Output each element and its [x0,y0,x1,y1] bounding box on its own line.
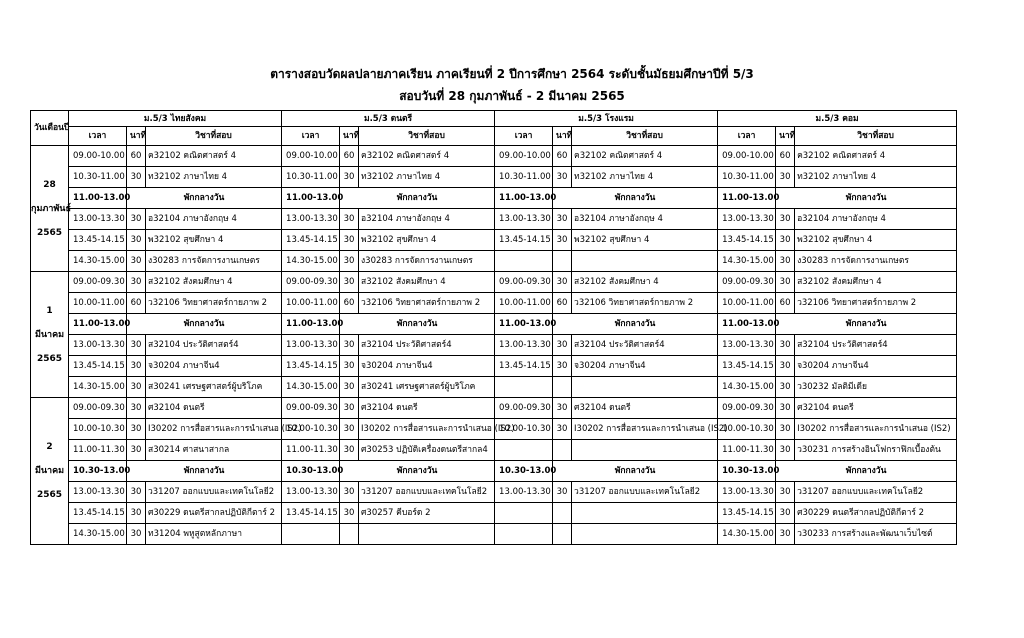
time-cell: 10.00-11.00 [718,293,776,314]
minutes-cell: 30 [127,440,146,461]
break-label-cell: พักกลางวัน [553,188,718,209]
subject-cell [572,377,718,398]
minutes-cell: 30 [127,230,146,251]
subject-cell: อ32104 ภาษาอังกฤษ 4 [359,209,495,230]
time-cell: 13.00-13.30 [718,209,776,230]
subject-cell: จ30204 ภาษาจีน4 [359,356,495,377]
time-cell: 09.00-09.30 [282,398,340,419]
time-cell: 13.45-14.15 [718,230,776,251]
time-cell: 13.00-13.30 [69,335,127,356]
time-column-header: เวลา [718,127,776,146]
minutes-cell: 30 [340,377,359,398]
exam-row [31,398,957,419]
exam-row [31,251,957,272]
minutes-cell [553,440,572,461]
subject-cell [572,251,718,272]
minutes-cell: 30 [127,251,146,272]
time-cell: 14.30-15.00 [282,251,340,272]
time-cell: 10.30-11.00 [69,167,127,188]
time-cell: 14.30-15.00 [718,377,776,398]
date-column-header: วันเดือนปี [31,111,69,146]
time-cell: 13.00-13.30 [69,209,127,230]
exam-date-part: 1 [46,305,53,316]
subject-column-header: วิชาที่สอบ [359,127,495,146]
exam-date-part: 2565 [36,490,63,500]
time-cell: 09.00-09.30 [495,398,553,419]
time-column-header: เวลา [69,127,127,146]
exam-row [31,167,957,188]
exam-date-part: กุมภาพันธ์ [31,203,71,214]
minutes-cell: 30 [553,356,572,377]
minutes-column-header: นาที [127,127,146,146]
break-label-cell: พักกลางวัน [553,314,718,335]
subject-cell: ว30232 มัลติมีเดีย [795,377,957,398]
subject-cell [359,524,495,545]
minutes-cell: 30 [776,482,795,503]
minutes-cell: 30 [340,230,359,251]
time-cell: 09.00-10.00 [69,146,127,167]
subject-cell: พ32102 สุขศึกษา 4 [572,230,718,251]
subject-cell: I30202 การสื่อสารและการนำเสนอ (IS2) [572,419,718,440]
subject-cell: จ30204 ภาษาจีน4 [572,356,718,377]
minutes-cell: 30 [340,272,359,293]
subject-cell: ส30214 ศาสนาสากล [146,440,282,461]
exam-date-cell [31,398,69,545]
time-cell: 11.00-11.30 [69,440,127,461]
minutes-cell: 60 [340,146,359,167]
subject-cell: จ30204 ภาษาจีน4 [146,356,282,377]
minutes-cell: 30 [340,482,359,503]
time-cell [495,251,553,272]
subject-cell: ว31207 ออกแบบและเทคโนโลยี2 [572,482,718,503]
time-cell: 13.00-13.30 [495,482,553,503]
header-row-columns [31,127,957,146]
minutes-cell: 30 [340,419,359,440]
minutes-column-header: นาที [553,127,572,146]
minutes-cell: 30 [553,230,572,251]
subject-cell: ว32106 วิทยาศาสตร์กายภาพ 2 [572,293,718,314]
exam-date-cell [31,272,69,398]
subject-cell: ศ30229 ดนตรีสากลปฏิบัติกีตาร์ 2 [146,503,282,524]
minutes-cell: 30 [127,503,146,524]
exam-date-cell [31,146,69,272]
subject-cell: I30202 การสื่อสารและการนำเสนอ (IS2) [146,419,282,440]
break-time-cell: 10.30-13.00 [282,461,340,482]
subject-cell: ส32104 ประวัติศาสตร์4 [146,335,282,356]
minutes-cell: 30 [776,440,795,461]
exam-row [31,230,957,251]
time-cell: 10.30-11.00 [282,167,340,188]
minutes-cell: 30 [776,377,795,398]
time-cell: 13.00-13.30 [69,482,127,503]
time-cell: 10.00-11.00 [495,293,553,314]
minutes-cell [340,524,359,545]
time-cell: 10.30-11.00 [495,167,553,188]
time-cell: 09.00-09.30 [69,398,127,419]
subject-cell: ค32102 คณิตศาสตร์ 4 [572,146,718,167]
time-cell: 13.45-14.15 [69,503,127,524]
time-cell: 13.45-14.15 [495,356,553,377]
subject-cell: ค32102 คณิตศาสตร์ 4 [146,146,282,167]
minutes-cell: 30 [127,419,146,440]
class-group-header: ม.5/3 คอม [718,111,957,127]
time-cell [495,524,553,545]
time-cell: 11.00-11.30 [718,440,776,461]
time-cell: 13.45-14.15 [69,230,127,251]
time-cell: 13.45-14.15 [282,356,340,377]
minutes-cell: 30 [127,335,146,356]
exam-date-part: 2565 [36,227,63,238]
page-subtitle: สอบวันที่ 28 กุมภาพันธ์ - 2 มีนาคม 2565 [399,89,625,103]
subject-cell: ส32104 ประวัติศาสตร์4 [572,335,718,356]
subject-cell: ว31207 ออกแบบและเทคโนโลยี2 [146,482,282,503]
subject-cell [572,524,718,545]
time-cell: 13.45-14.15 [718,356,776,377]
subject-cell: ว32106 วิทยาศาสตร์กายภาพ 2 [146,293,282,314]
subject-cell: ส32104 ประวัติศาสตร์4 [359,335,495,356]
break-label-cell: พักกลางวัน [340,461,495,482]
minutes-cell: 30 [127,209,146,230]
time-cell: 14.30-15.00 [69,524,127,545]
time-cell: 14.30-15.00 [69,377,127,398]
exam-row [31,356,957,377]
time-cell: 09.00-10.00 [495,146,553,167]
time-cell: 13.00-13.30 [718,335,776,356]
subject-cell: ส32104 ประวัติศาสตร์4 [795,335,957,356]
minutes-cell: 30 [340,251,359,272]
subject-cell: ส32102 สังคมศึกษา 4 [146,272,282,293]
time-cell: 13.45-14.15 [282,503,340,524]
minutes-cell: 30 [340,440,359,461]
subject-column-header: วิชาที่สอบ [572,127,718,146]
minutes-cell: 30 [340,209,359,230]
time-cell: 10.00-10.30 [282,419,340,440]
minutes-cell [553,377,572,398]
break-label-cell: พักกลางวัน [340,314,495,335]
minutes-cell: 30 [127,398,146,419]
exam-row [31,419,957,440]
subject-cell: ส32102 สังคมศึกษา 4 [572,272,718,293]
minutes-cell [553,251,572,272]
minutes-cell: 30 [776,524,795,545]
time-cell: 13.00-13.30 [718,482,776,503]
minutes-cell: 30 [553,209,572,230]
subject-cell: ส32102 สังคมศึกษา 4 [795,272,957,293]
subject-column-header: วิชาที่สอบ [795,127,957,146]
time-column-header: เวลา [495,127,553,146]
time-cell: 13.45-14.15 [718,503,776,524]
minutes-cell: 30 [127,356,146,377]
break-time-cell: 10.30-13.00 [495,461,553,482]
subject-cell: I30202 การสื่อสารและการนำเสนอ (IS2) [795,419,957,440]
subject-cell: อ32104 ภาษาอังกฤษ 4 [572,209,718,230]
time-cell: 09.00-09.30 [69,272,127,293]
subject-cell: ศ30229 ดนตรีสากลปฏิบัติกีตาร์ 2 [795,503,957,524]
exam-row [31,524,957,545]
break-time-cell: 11.00-13.00 [282,314,340,335]
exam-row [31,146,957,167]
subject-cell: ง30283 การจัดการงานเกษตร [146,251,282,272]
break-time-cell: 11.00-13.00 [718,314,776,335]
minutes-cell: 30 [776,419,795,440]
break-time-cell: 11.00-13.00 [69,188,127,209]
subject-cell: ส30241 เศรษฐศาสตร์ผู้บริโภค [359,377,495,398]
minutes-cell: 60 [127,146,146,167]
subject-cell: ว32106 วิทยาศาสตร์กายภาพ 2 [359,293,495,314]
subject-cell: ว31207 ออกแบบและเทคโนโลยี2 [795,482,957,503]
minutes-cell: 30 [776,251,795,272]
time-cell: 09.00-10.00 [718,146,776,167]
minutes-cell: 30 [553,482,572,503]
time-cell [282,524,340,545]
exam-row [31,209,957,230]
time-cell: 10.00-11.00 [69,293,127,314]
exam-date-part: 28 [43,179,56,190]
subject-cell: ส30241 เศรษฐศาสตร์ผู้บริโภค [146,377,282,398]
minutes-cell: 60 [776,146,795,167]
class-group-header: ม.5/3 ไทยสังคม [69,111,282,127]
page-title: ตารางสอบวัดผลปลายภาคเรียน ภาคเรียนที่ 2 ปีการศึกษา 2564 ระดับชั้นมัธยมศึกษาปีที่ 5/3 [270,67,754,81]
subject-cell: ค32102 คณิตศาสตร์ 4 [795,146,957,167]
minutes-cell: 30 [776,398,795,419]
break-label-cell: พักกลางวัน [127,461,282,482]
minutes-column-header: นาที [340,127,359,146]
time-cell [495,377,553,398]
subject-column-header: วิชาที่สอบ [146,127,282,146]
subject-cell: ว30231 การสร้างอินโฟกราฟิกเบื้องต้น [795,440,957,461]
minutes-cell: 30 [776,356,795,377]
exam-row [31,440,957,461]
time-cell: 13.00-13.30 [495,209,553,230]
minutes-cell: 30 [776,209,795,230]
class-group-header: ม.5/3 โรงแรม [495,111,718,127]
subject-cell: ว32106 วิทยาศาสตร์กายภาพ 2 [795,293,957,314]
minutes-cell [553,524,572,545]
subject-cell: พ32102 สุขศึกษา 4 [146,230,282,251]
minutes-cell: 30 [553,398,572,419]
subject-cell: พ32102 สุขศึกษา 4 [795,230,957,251]
subject-cell: ค32102 คณิตศาสตร์ 4 [359,146,495,167]
lunch-break-row [31,188,957,209]
time-cell: 10.00-10.30 [495,419,553,440]
time-cell [495,440,553,461]
break-time-cell: 11.00-13.00 [69,314,127,335]
time-column-header: เวลา [282,127,340,146]
time-cell: 11.00-11.30 [282,440,340,461]
time-cell [495,503,553,524]
minutes-cell: 30 [776,230,795,251]
minutes-cell: 30 [776,335,795,356]
exam-date-part: 2565 [36,353,63,364]
subject-cell: ศ30253 ปฏิบัติเครื่องดนตรีสากล4 [359,440,495,461]
break-time-cell: 11.00-13.00 [495,188,553,209]
time-cell: 09.00-09.30 [718,398,776,419]
time-cell: 10.00-10.30 [718,419,776,440]
lunch-break-row [31,314,957,335]
exam-date-part: 2 [46,442,53,452]
subject-cell: ท32102 ภาษาไทย 4 [359,167,495,188]
subject-cell: ท32102 ภาษาไทย 4 [795,167,957,188]
header-row-groups [31,111,957,127]
minutes-cell: 30 [127,482,146,503]
subject-cell: ศ32104 ดนตรี [572,398,718,419]
subject-cell: ศ32104 ดนตรี [359,398,495,419]
time-cell: 14.30-15.00 [718,251,776,272]
minutes-cell: 30 [340,167,359,188]
time-cell: 14.30-15.00 [718,524,776,545]
minutes-cell: 30 [340,356,359,377]
time-cell: 13.45-14.15 [69,356,127,377]
subject-cell: ว30233 การสร้างและพัฒนาเว็บไซต์ [795,524,957,545]
minutes-cell: 30 [340,503,359,524]
subject-cell: ศ30257 คีบอร์ด 2 [359,503,495,524]
subject-cell: ง30283 การจัดการงานเกษตร [795,251,957,272]
time-cell: 09.00-10.00 [282,146,340,167]
break-time-cell: 11.00-13.00 [282,188,340,209]
minutes-cell: 30 [553,272,572,293]
exam-row [31,272,957,293]
minutes-cell: 30 [553,419,572,440]
exam-date-part: มีนาคม [34,329,65,340]
subject-cell: อ32104 ภาษาอังกฤษ 4 [795,209,957,230]
break-label-cell: พักกลางวัน [127,314,282,335]
time-cell: 13.00-13.30 [282,209,340,230]
time-cell: 09.00-09.30 [718,272,776,293]
time-cell: 14.30-15.00 [69,251,127,272]
minutes-cell: 60 [553,293,572,314]
exam-row [31,377,957,398]
subject-cell: อ32104 ภาษาอังกฤษ 4 [146,209,282,230]
minutes-cell: 30 [127,272,146,293]
minutes-cell: 60 [340,293,359,314]
minutes-cell: 30 [127,377,146,398]
lunch-break-row [31,461,957,482]
subject-cell: ว31207 ออกแบบและเทคโนโลยี2 [359,482,495,503]
time-cell: 13.45-14.15 [282,230,340,251]
break-time-cell: 11.00-13.00 [495,314,553,335]
time-cell: 13.00-13.30 [495,335,553,356]
minutes-cell: 30 [340,335,359,356]
break-time-cell: 10.30-13.00 [69,461,127,482]
subject-cell: ศ32104 ดนตรี [146,398,282,419]
time-cell: 14.30-15.00 [282,377,340,398]
time-cell: 13.45-14.15 [495,230,553,251]
minutes-cell: 30 [776,272,795,293]
minutes-cell: 30 [340,398,359,419]
time-cell: 09.00-09.30 [495,272,553,293]
exam-row [31,293,957,314]
subject-cell [572,503,718,524]
time-cell: 13.00-13.30 [282,482,340,503]
exam-row [31,482,957,503]
break-label-cell: พักกลางวัน [776,314,957,335]
break-label-cell: พักกลางวัน [340,188,495,209]
break-label-cell: พักกลางวัน [553,461,718,482]
break-time-cell: 10.30-13.00 [718,461,776,482]
subject-cell: ท31204 พหูสูตหลักภาษา [146,524,282,545]
subject-cell: ท32102 ภาษาไทย 4 [146,167,282,188]
exam-row [31,335,957,356]
exam-date-part: มีนาคม [34,466,65,476]
subject-cell: I30202 การสื่อสารและการนำเสนอ (IS2) [359,419,495,440]
minutes-cell: 30 [553,335,572,356]
subject-cell [572,440,718,461]
minutes-cell: 30 [776,503,795,524]
subject-cell: ส32102 สังคมศึกษา 4 [359,272,495,293]
subject-cell: ศ32104 ดนตรี [795,398,957,419]
time-cell: 13.00-13.30 [282,335,340,356]
break-time-cell: 11.00-13.00 [718,188,776,209]
minutes-cell [553,503,572,524]
exam-row [31,503,957,524]
break-label-cell: พักกลางวัน [776,188,957,209]
minutes-cell: 30 [776,167,795,188]
break-label-cell: พักกลางวัน [776,461,957,482]
minutes-cell: 30 [127,524,146,545]
time-cell: 10.00-10.30 [69,419,127,440]
time-cell: 09.00-09.30 [282,272,340,293]
subject-cell: จ30204 ภาษาจีน4 [795,356,957,377]
exam-schedule-table [30,110,957,545]
time-cell: 10.00-11.00 [282,293,340,314]
time-cell: 10.30-11.00 [718,167,776,188]
break-label-cell: พักกลางวัน [127,188,282,209]
minutes-cell: 60 [776,293,795,314]
minutes-cell: 60 [127,293,146,314]
minutes-cell: 30 [553,167,572,188]
minutes-column-header: นาที [776,127,795,146]
subject-cell: ท32102 ภาษาไทย 4 [572,167,718,188]
subject-cell: พ32102 สุขศึกษา 4 [359,230,495,251]
subject-cell: ง30283 การจัดการงานเกษตร [359,251,495,272]
class-group-header: ม.5/3 ดนตรี [282,111,495,127]
minutes-cell: 30 [127,167,146,188]
minutes-cell: 60 [553,146,572,167]
